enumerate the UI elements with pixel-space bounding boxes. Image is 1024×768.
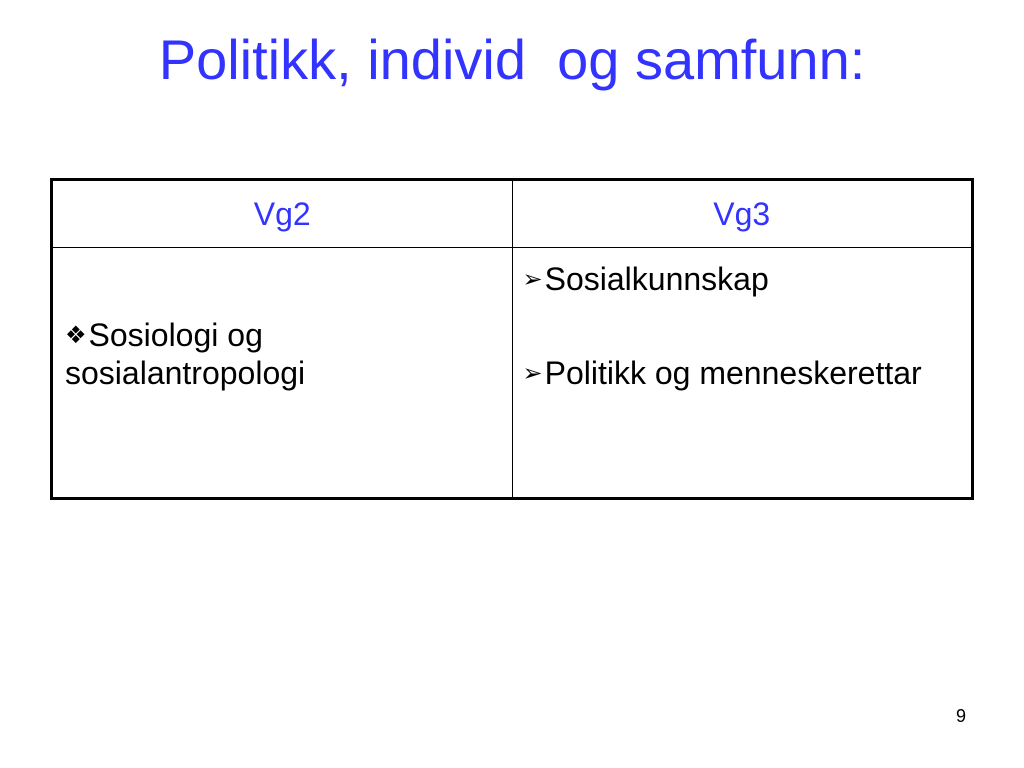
vg2-subjects-cell: [52, 248, 513, 499]
list-item: [65, 316, 502, 392]
arrowhead-bullet-icon: ➢: [522, 359, 543, 387]
arrowhead-bullet-icon: ➢: [522, 265, 543, 293]
subject-label: Sosialkunnskap: [544, 261, 769, 297]
column-header-vg2: Vg2: [52, 180, 513, 248]
list-item: [523, 354, 962, 392]
list-item: [523, 260, 962, 298]
column-header-vg3: Vg3: [512, 180, 973, 248]
subject-label: Politikk og menneskerettar: [544, 355, 922, 391]
table-header-row: [52, 180, 973, 248]
page-number: 9: [955, 706, 966, 726]
subject-label: Sosiologi og sosialantropologi: [65, 317, 306, 391]
vg3-subjects-cell: [512, 248, 973, 499]
slide-title: Politikk, individ og samfunn:: [158, 28, 866, 91]
course-table: [50, 178, 974, 500]
four-diamond-bullet-icon: ❖: [65, 321, 87, 349]
table-row: [52, 248, 973, 499]
